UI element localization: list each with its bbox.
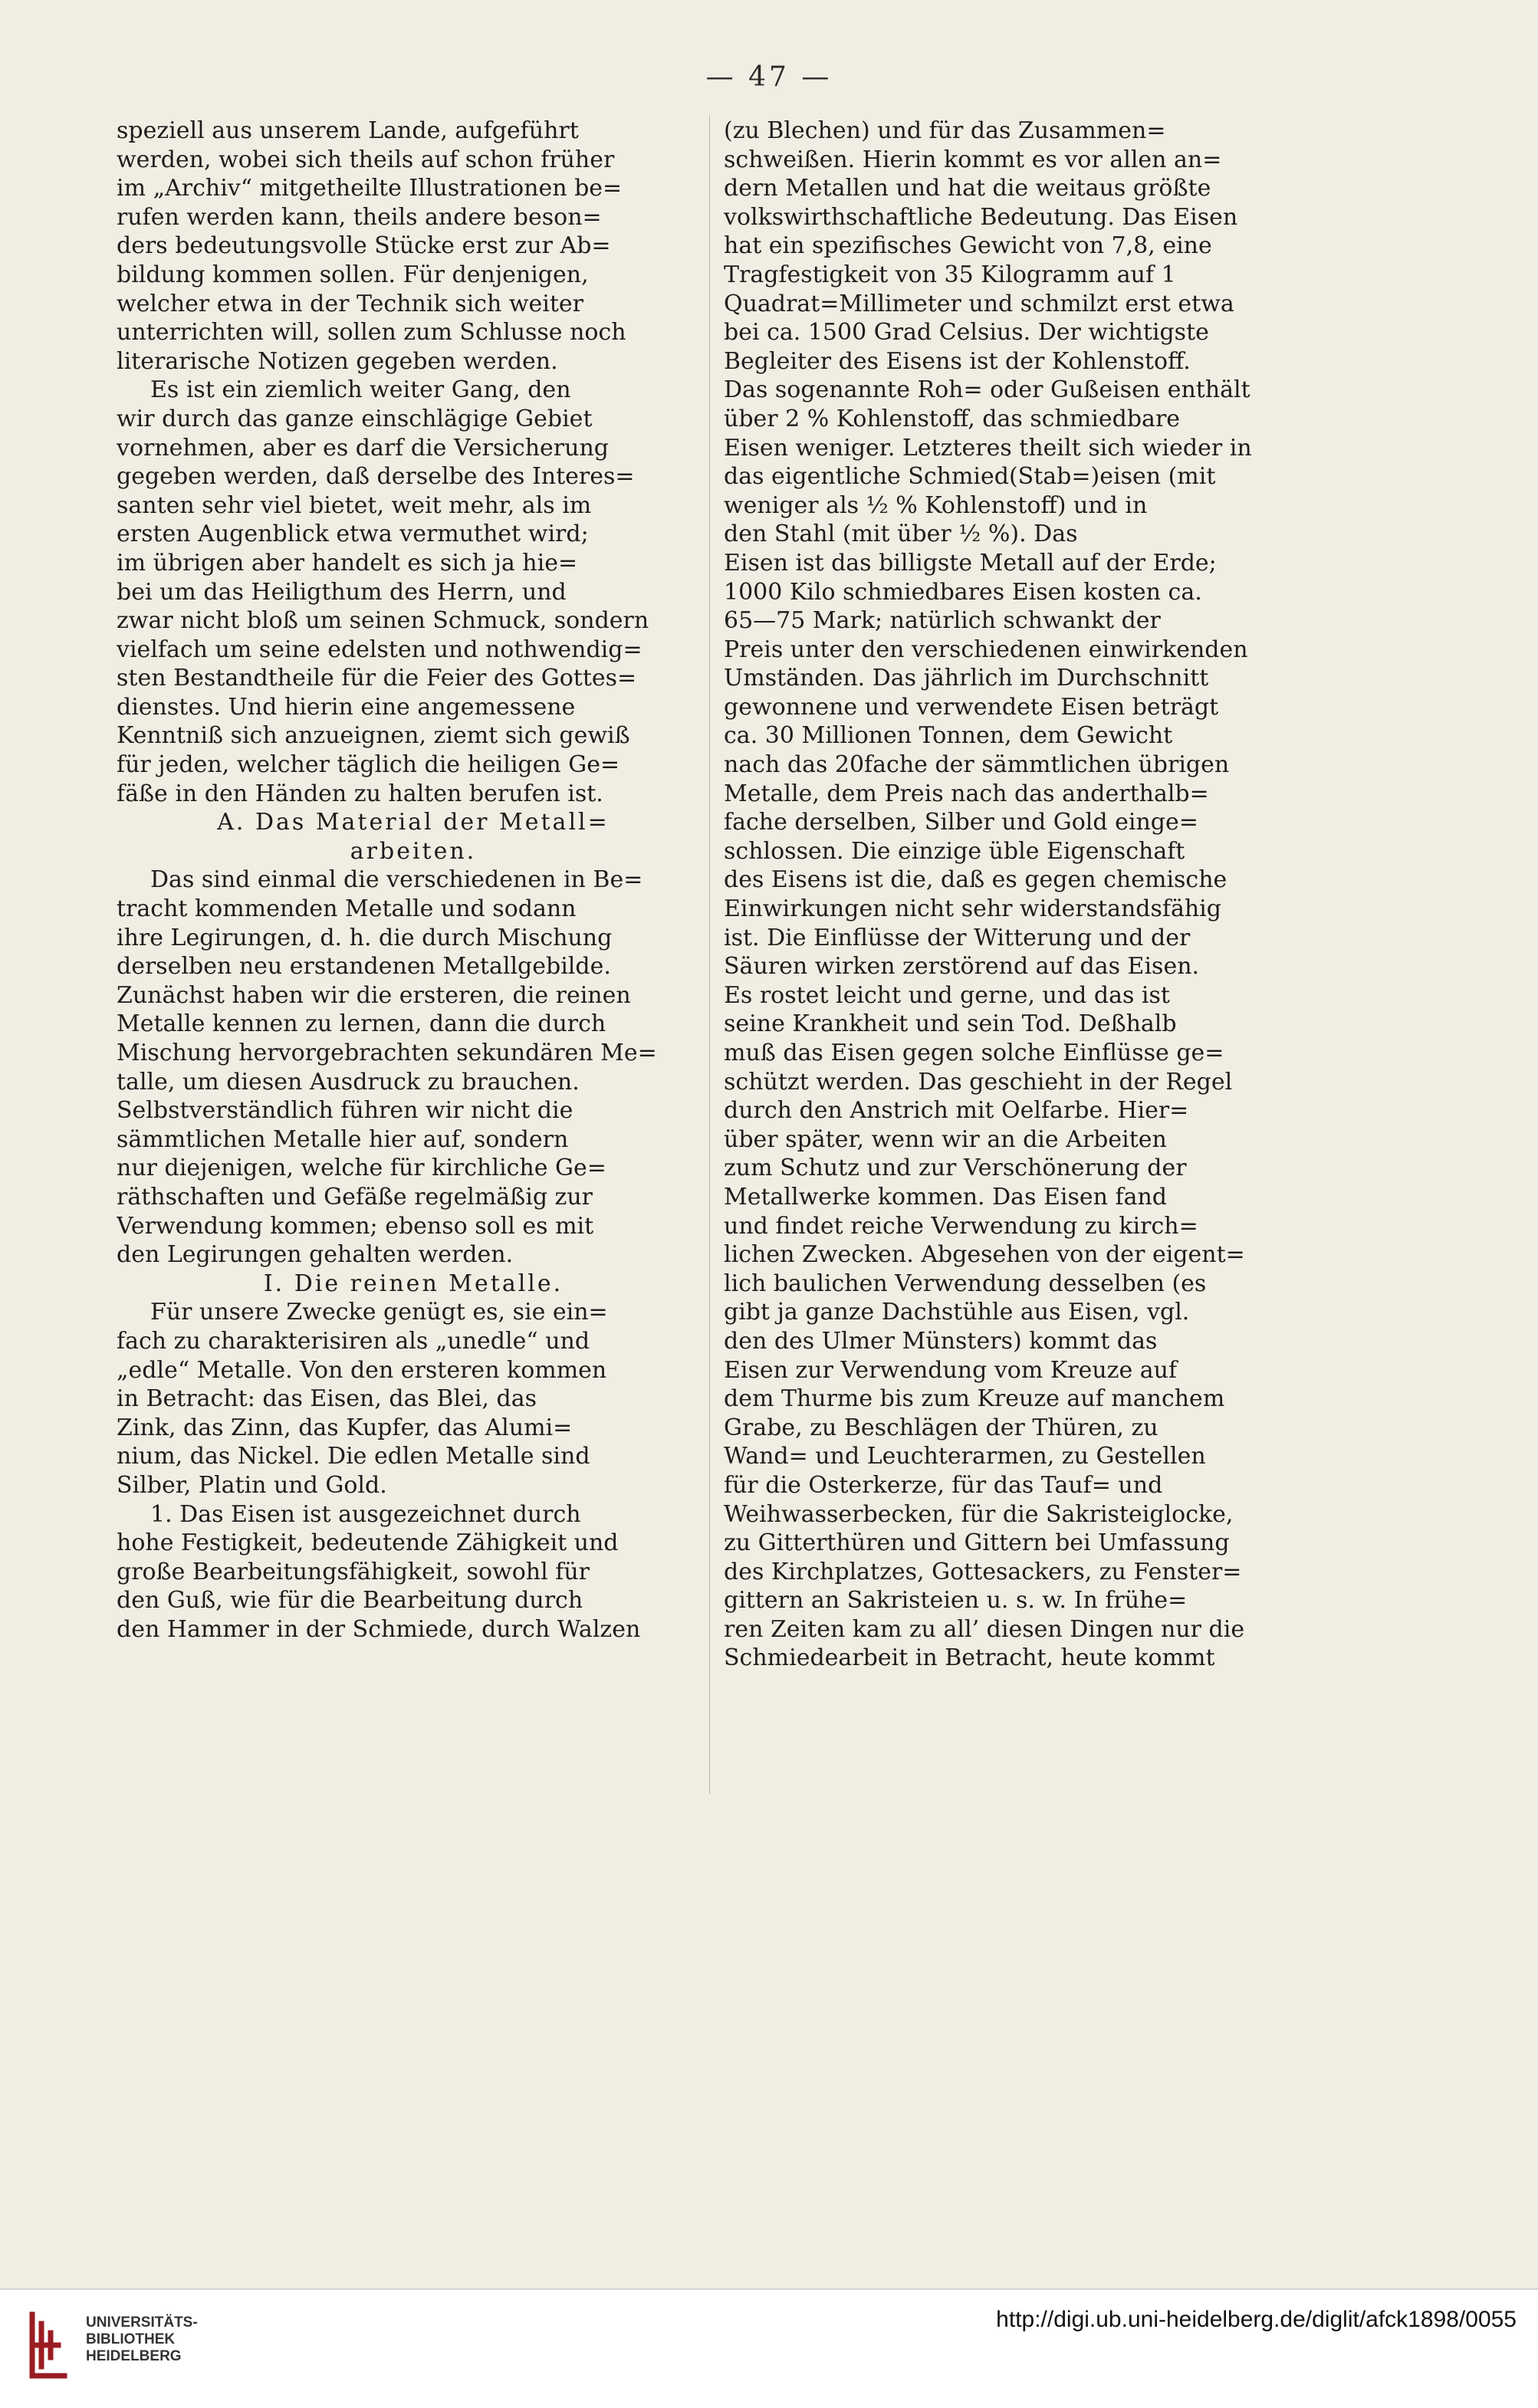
library-name-line: UNIVERSITÄTS- <box>86 2314 198 2331</box>
text-line: gibt ja ganze Dachstühle aus Eisen, vgl. <box>724 1299 1190 1326</box>
source-url-link[interactable]: http://digi.ub.uni-heidelberg.de/diglit/afck1898/0055 <box>996 2307 1517 2332</box>
text-line: des Eisens ist die, daß es gegen chemische <box>724 866 1227 894</box>
text-line: muß das Eisen gegen solche Einflüsse ge= <box>724 1040 1224 1066</box>
text-line: volkswirthschaftliche Bedeutung. Das Eisen <box>724 203 1238 231</box>
text-line: Es rostet leicht und gerne, und das ist <box>724 981 1170 1009</box>
text-line: talle, um diesen Ausdruck zu brauchen. <box>117 1068 580 1096</box>
text-line: bildung kommen sollen. Für denjenigen, <box>117 261 589 288</box>
text-line: lich baulichen Verwendung desselben (es <box>724 1270 1207 1297</box>
text-line: Säuren wirken zerstörend auf das Eisen. <box>724 953 1200 981</box>
text-line: gegeben werden, daß derselbe des Interes= <box>117 463 635 491</box>
text-line: 1. Das Eisen ist ausgezeichnet durch <box>150 1500 581 1528</box>
text-line: fäße in den Händen zu halten berufen ist. <box>117 780 603 807</box>
text-line: hat ein spezifisches Gewicht von 7,8, eine <box>724 232 1212 260</box>
text-line: Grabe, zu Beschlägen der Thüren, zu <box>724 1414 1158 1441</box>
text-line: bei um das Heiligthum des Herrn, und <box>117 578 567 606</box>
text-line: große Bearbeitungsfähigkeit, sowohl für <box>117 1558 590 1585</box>
text-line: Zunächst haben wir die ersteren, die reinen <box>117 981 631 1009</box>
library-name-line: HEIDELBERG <box>86 2348 182 2364</box>
text-line: ren Zeiten kam zu all’ diesen Dingen nur die <box>724 1615 1245 1643</box>
text-line: dern Metallen und hat die weitaus größte <box>724 175 1211 202</box>
text-line: Tragfestigkeit von 35 Kilogramm auf 1 <box>724 261 1176 288</box>
text-line: ihre Legirungen, d. h. die durch Mischung <box>117 924 613 951</box>
logo-mark-path <box>32 2314 64 2376</box>
text-line: 65—75 Mark; natürlich schwankt der <box>724 607 1161 635</box>
text-line: im übrigen aber handelt es sich ja hie= <box>117 549 578 577</box>
text-line: fache derselben, Silber und Gold einge= <box>724 809 1198 836</box>
text-line: Mischung hervorgebrachten sekundären Me= <box>117 1040 657 1066</box>
column-divider <box>709 115 710 1794</box>
text-line: ca. 30 Millionen Tonnen, dem Gewicht <box>724 722 1173 750</box>
text-line: Umständen. Das jährlich im Durchschnitt <box>724 665 1209 692</box>
text-line: den Guß, wie für die Bearbeitung durch <box>117 1587 583 1615</box>
text-line: literarische Notizen gegeben werden. <box>117 347 558 375</box>
library-name <box>86 2314 198 2365</box>
text-line: lichen Zwecken. Abgesehen von der eigent= <box>724 1241 1245 1269</box>
text-line: santen sehr viel bietet, weit mehr, als im <box>117 491 592 519</box>
text-line: Eisen ist das billigste Metall auf der Erde; <box>724 549 1217 577</box>
section-heading-line: I. Die reinen Metalle. <box>263 1270 564 1297</box>
text-line: durch den Anstrich mit Oelfarbe. Hier= <box>724 1097 1189 1125</box>
text-line: Es ist ein ziemlich weiter Gang, den <box>150 376 571 404</box>
text-line: rufen werden kann, theils andere beson= <box>117 203 602 231</box>
text-line: nium, das Nickel. Die edlen Metalle sind <box>117 1443 590 1470</box>
text-line: vornehmen, aber es darf die Versicherung <box>117 434 609 462</box>
text-line: Selbstverständlich führen wir nicht die <box>117 1097 573 1125</box>
text-line: nur diejenigen, welche für kirchliche Ge= <box>117 1155 606 1182</box>
text-line: schlossen. Die einzige üble Eigenschaft <box>724 837 1185 865</box>
text-line: und findet reiche Verwendung zu kirch= <box>724 1212 1198 1240</box>
text-line: den Hammer in der Schmiede, durch Walzen <box>117 1615 641 1643</box>
text-line: dienstes. Und hierin eine angemessene <box>117 693 576 721</box>
text-line: Metalle, dem Preis nach das anderthalb= <box>724 780 1209 807</box>
text-line: Silber, Platin und Gold. <box>117 1471 387 1499</box>
text-line: bei ca. 1500 Grad Celsius. Der wichtigste <box>724 319 1209 347</box>
text-line: für die Osterkerze, für das Tauf= und <box>724 1471 1163 1499</box>
right-text-column <box>724 117 1329 1673</box>
text-line: Für unsere Zwecke genügt es, sie ein= <box>150 1299 608 1326</box>
text-line: im „Archiv“ mitgetheilte Illustrationen be= <box>117 175 623 202</box>
text-line: dem Thurme bis zum Kreuze auf manchem <box>724 1385 1225 1413</box>
text-line: sten Bestandtheile für die Feier des Gottes= <box>117 665 637 692</box>
text-line: Eisen weniger. Letzteres theilt sich wieder in <box>724 434 1252 462</box>
text-line: fach zu charakterisiren als „unedle“ und <box>117 1327 590 1355</box>
text-line: werden, wobei sich theils auf schon früher <box>117 146 615 173</box>
text-line: Kenntniß sich anzueignen, ziemt sich gewiß <box>117 722 630 750</box>
text-line: wir durch das ganze einschlägige Gebiet <box>117 405 593 432</box>
text-line: Metalle kennen zu lernen, dann die durch <box>117 1010 606 1038</box>
text-line: weniger als ½ % Kohlenstoff) und in <box>724 491 1148 519</box>
text-line: Eisen zur Verwendung vom Kreuze auf <box>724 1356 1178 1384</box>
text-line: hohe Festigkeit, bedeutende Zähigkeit und <box>117 1529 619 1557</box>
page-number: — 47 — <box>705 61 833 93</box>
text-line: ders bedeutungsvolle Stücke erst zur Ab= <box>117 232 611 260</box>
text-line: Das sogenannte Roh= oder Gußeisen enthält <box>724 376 1250 404</box>
text-line: gewonnene und verwendete Eisen beträgt <box>724 693 1219 721</box>
text-line: ist. Die Einflüsse der Witterung und der <box>724 924 1191 951</box>
library-name-line: BIBLIOTHEK <box>86 2331 176 2347</box>
text-line: Zink, das Zinn, das Kupfer, das Alumi= <box>117 1414 573 1441</box>
text-line: zwar nicht bloß um seinen Schmuck, sondern <box>117 607 649 635</box>
text-line: Wand= und Leuchterarmen, zu Gestellen <box>724 1443 1206 1470</box>
text-line: speziell aus unserem Lande, aufgeführt <box>117 117 579 144</box>
text-line: Das sind einmal die verschiedenen in Be= <box>150 866 643 894</box>
section-heading-line: A. Das Material der Metall= <box>217 809 610 836</box>
text-line: seine Krankheit und sein Tod. Deßhalb <box>724 1010 1177 1038</box>
text-line: über 2 % Kohlenstoff, das schmiedbare <box>724 405 1181 432</box>
text-line: räthschaften und Gefäße regelmäßig zur <box>117 1183 593 1211</box>
text-line: zu Gitterthüren und Gittern bei Umfassung <box>724 1529 1230 1557</box>
text-line: unterrichten will, sollen zum Schlusse noch <box>117 319 626 347</box>
text-line: gittern an Sakristeien u. s. w. In frühe= <box>724 1587 1188 1615</box>
text-line: vielfach um seine edelsten und nothwendig= <box>117 636 642 663</box>
text-line: „edle“ Metalle. Von den ersteren kommen <box>117 1356 607 1384</box>
text-line: Verwendung kommen; ebenso soll es mit <box>117 1212 594 1240</box>
text-line: des Kirchplatzes, Gottesackers, zu Fenster= <box>724 1558 1242 1585</box>
text-line: Einwirkungen nicht sehr widerstandsfähig <box>724 895 1221 923</box>
text-line: Weihwasserbecken, für die Sakristeiglocke, <box>724 1500 1234 1528</box>
text-line: das eigentliche Schmied(Stab=)eisen (mit <box>724 463 1216 491</box>
text-line: den des Ulmer Münsters) kommt das <box>724 1327 1158 1355</box>
text-line: Begleiter des Eisens ist der Kohlenstoff. <box>724 347 1191 375</box>
text-line: Preis unter den verschiedenen einwirkenden <box>724 636 1248 663</box>
text-line: tracht kommenden Metalle und sodann <box>117 895 577 923</box>
library-footer <box>0 2288 1538 2408</box>
text-line: ersten Augenblick etwa vermuthet wird; <box>117 521 589 548</box>
text-line: (zu Blechen) und für das Zusammen= <box>724 117 1166 144</box>
text-line: Schmiedearbeit in Betracht, heute kommt <box>724 1644 1215 1672</box>
text-line: in Betracht: das Eisen, das Blei, das <box>117 1385 537 1413</box>
text-line: den Stahl (mit über ½ %). Das <box>724 521 1078 548</box>
section-heading-line: arbeiten. <box>350 837 477 865</box>
text-line: 1000 Kilo schmiedbares Eisen kosten ca. <box>724 578 1202 606</box>
text-line: für jeden, welcher täglich die heiligen Ge= <box>117 751 620 779</box>
text-line: schweißen. Hierin kommt es vor allen an= <box>724 146 1222 173</box>
text-line: den Legirungen gehalten werden. <box>117 1241 514 1269</box>
text-line: schützt werden. Das geschieht in der Regel <box>724 1068 1233 1096</box>
text-line: zum Schutz und zur Verschönerung der <box>724 1155 1187 1182</box>
text-line: nach das 20fache der sämmtlichen übrigen <box>724 751 1230 779</box>
text-line: Quadrat=Millimeter und schmilzt erst etwa <box>724 290 1234 317</box>
text-line: über später, wenn wir an die Arbeiten <box>724 1125 1167 1153</box>
text-line: Metallwerke kommen. Das Eisen fand <box>724 1183 1168 1211</box>
text-line: derselben neu erstandenen Metallgebilde. <box>117 953 611 981</box>
library-logo-icon <box>26 2310 71 2380</box>
text-line: welcher etwa in der Technik sich weiter <box>117 290 583 317</box>
text-line: sämmtlichen Metalle hier auf, sondern <box>117 1125 569 1153</box>
left-text-column <box>117 117 710 1644</box>
